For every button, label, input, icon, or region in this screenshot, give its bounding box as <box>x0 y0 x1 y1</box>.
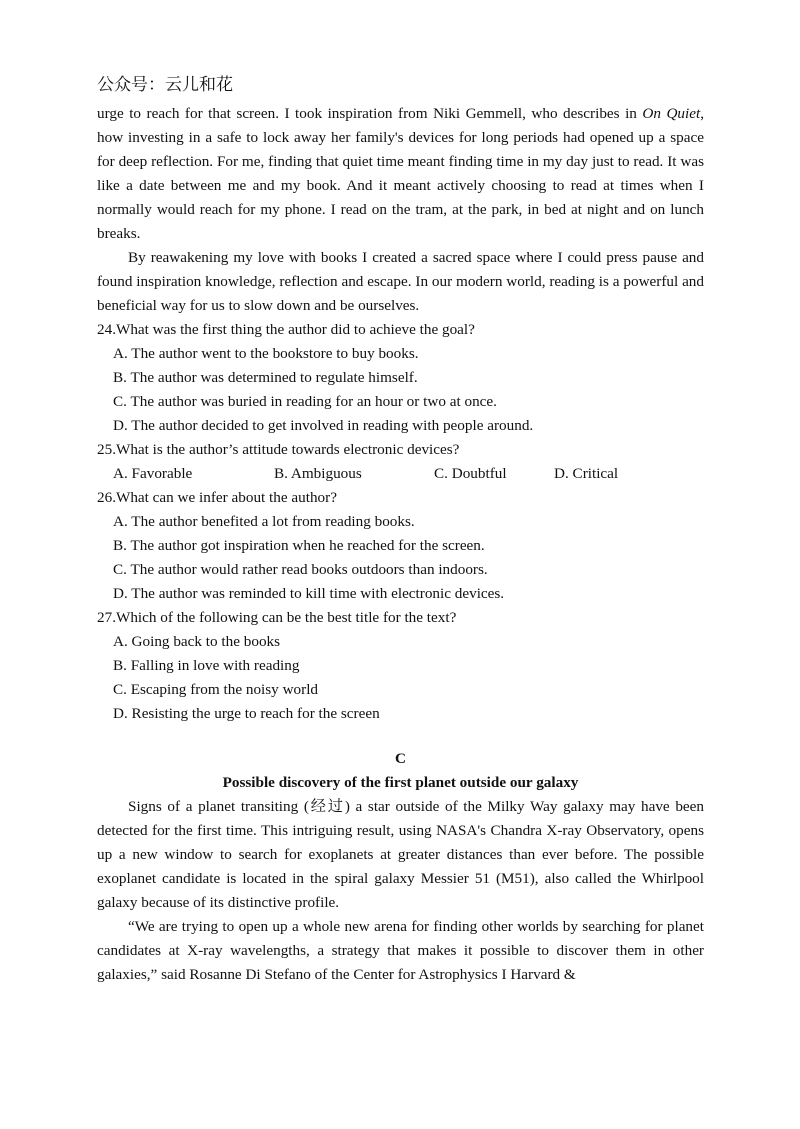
passage-b-paragraph-1 <box>97 102 704 246</box>
question-25-options <box>97 462 704 486</box>
page-header: 公众号：云儿和花 <box>97 75 233 95</box>
passage-c <box>97 747 704 987</box>
questions-section <box>97 318 704 726</box>
question-27-option-c: C. Escaping from the noisy world <box>113 681 319 698</box>
question-27-option-b: B. Falling in love with reading <box>113 657 300 674</box>
question-26-option-d: D. The author was reminded to kill time with electronic devices. <box>113 585 505 602</box>
question-25-option-a: A. Favorable <box>113 465 193 482</box>
passage-c-paragraph-1: Signs of a planet transiting (经过) a star outside of the Milky Way galaxy may have been detected for the first time. This intriguing result, using NASA's Chandra X-ray Observatory, opens up a new window to search for exoplanets at greater distances than ever before. The possible exoplanet candidate is located in the spiral galaxy Messier 51 (M51), also called the Whirlpool galaxy because of its distinctive profile. <box>97 798 704 911</box>
question-25-option-c: C. Doubtful <box>434 465 507 482</box>
question-26-stem: 26.What can we infer about the author? <box>97 489 337 506</box>
question-25-stem: 25.What is the author’s attitude towards electronic devices? <box>97 441 460 458</box>
question-26-option-a: A. The author benefited a lot from reading books. <box>113 513 415 530</box>
question-27-option-a: A. Going back to the books <box>113 633 281 650</box>
passage-c-title: Possible discovery of the first planet outside our galaxy <box>222 774 579 791</box>
question-24-option-c: C. The author was buried in reading for an hour or two at once. <box>113 393 497 410</box>
question-24-option-b: B. The author was determined to regulate himself. <box>113 369 418 386</box>
question-27-option-d: D. Resisting the urge to reach for the screen <box>113 705 380 722</box>
question-26-option-c: C. The author would rather read books outdoors than indoors. <box>113 561 488 578</box>
question-26-option-b: B. The author got inspiration when he reached for the screen. <box>113 537 485 554</box>
passage-c-label: C <box>395 750 406 767</box>
passage-b <box>97 102 704 318</box>
passage-b-para1-text-b: , how investing in a safe to lock away her family's devices for long periods had opened up a space for deep reflection. For me, finding that quiet time meant finding time in my day just to read. It was like a date between me and my book. And it meant actively choosing to read at times when I normally would reach for my phone. I read on the tram, at the park, in bed at night and on lunch breaks. <box>97 105 704 242</box>
book-title-on-quiet: On Quiet <box>642 105 701 122</box>
question-25-option-d: D. Critical <box>554 465 619 482</box>
passage-b-para1-text-a: urge to reach for that screen. I took inspiration from Niki Gemmell, who describes in <box>97 105 643 122</box>
question-24-option-d: D. The author decided to get involved in reading with people around. <box>113 417 534 434</box>
question-24-option-a: A. The author went to the bookstore to buy books. <box>113 345 419 362</box>
question-27-stem: 27.Which of the following can be the best title for the text? <box>97 609 457 626</box>
passage-b-paragraph-2: By reawakening my love with books I created a sacred space where I could press pause and found inspiration knowledge, reflection and escape. In our modern world, reading is a powerful and beneficial way for us to slow down and be ourselves. <box>97 249 704 314</box>
question-25-option-b: B. Ambiguous <box>274 465 362 482</box>
passage-c-paragraph-2: “We are trying to open up a whole new arena for finding other worlds by searching for planet candidates at X-ray wavelengths, a strategy that makes it possible to discover them in other galaxies,” said Rosanne Di Stefano of the Center for Astrophysics I Harvard & <box>97 918 704 983</box>
question-24-stem: 24.What was the first thing the author did to achieve the goal? <box>97 321 475 338</box>
